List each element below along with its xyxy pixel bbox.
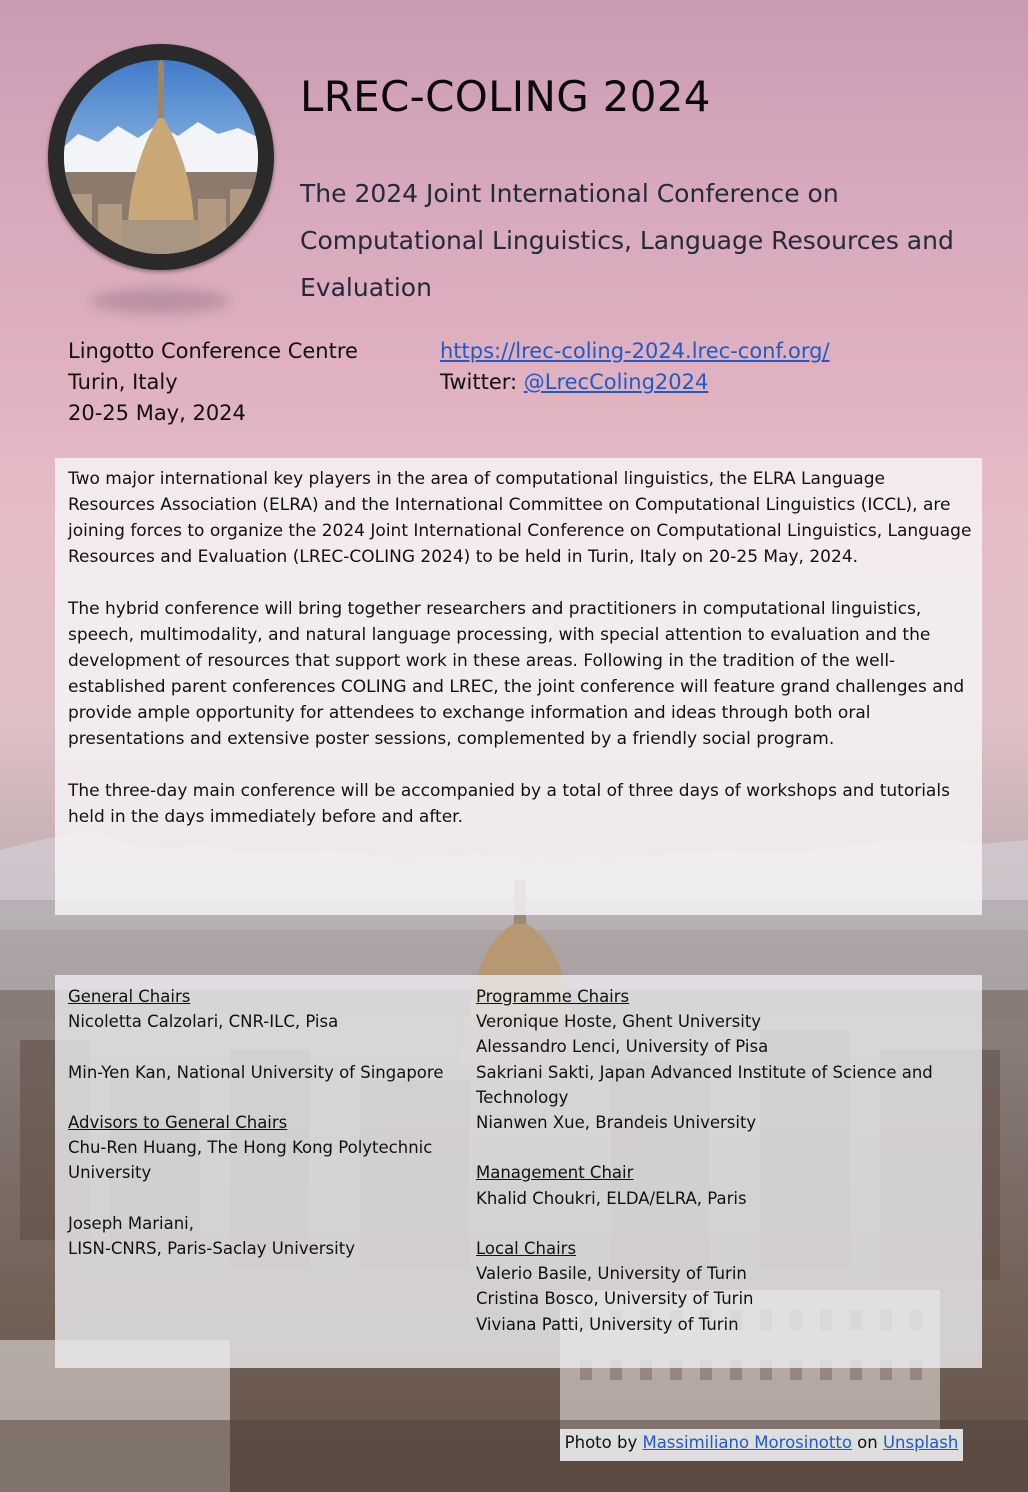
committee-right-column	[476, 984, 971, 1337]
conference-subtitle: The 2024 Joint International Conference on Computational Linguistics, Language Resources and Evaluation	[300, 179, 954, 302]
venue-name: Lingotto Conference Centre	[68, 339, 358, 363]
intro-paragraph-1: Two major international key players in the area of computational linguistics, the ELRA Language Resources Association (ELRA) and the International Committee on Computational Linguistics (ICCL), are joining forces to organize the 2024 Joint International Conference on Computational Linguistics, Language Resources and Evaluation (LREC-COLING 2024) to be held in Turin, Italy on 20-25 May, 2024.	[68, 469, 972, 567]
credit-middle: on	[851, 1433, 883, 1452]
twitter-label: Twitter:	[440, 370, 524, 394]
credit-prefix: Photo by	[564, 1433, 643, 1452]
photo-credit	[560, 1429, 963, 1461]
advisor-2-name: Joseph Mariani,	[68, 1213, 194, 1233]
general-chair-2: Min-Yen Kan, National University of Singapore	[68, 1062, 444, 1082]
programme-chairs-heading: Programme Chairs	[476, 987, 630, 1006]
intro-paragraph-2: The hybrid conference will bring together researchers and practitioners in computational linguistics, speech, multimodality, and natural language processing, with special attention to evaluation and the development of resources that support work in these areas. Following in the tradition of the well-established parent conferences COLING and LREC, the joint conference will feature grand challenges and provide ample opportunity for attendees to exchange information and ideas through both oral presentations and extensive poster sessions, complemented by a friendly social program.	[68, 599, 965, 749]
venue-dates: 20-25 May, 2024	[68, 401, 246, 425]
general-chairs-heading: General Chairs	[68, 987, 191, 1006]
website-link[interactable]: https://lrec-coling-2024.lrec-conf.org/	[440, 339, 830, 363]
photographer-link[interactable]: Massimiliano Morosinotto	[642, 1433, 852, 1452]
programme-chair-4: Nianwen Xue, Brandeis University	[476, 1113, 757, 1133]
logo-shadow	[90, 288, 230, 314]
twitter-link[interactable]: @LrecColing2024	[523, 370, 709, 394]
management-chair-heading: Management Chair	[476, 1163, 634, 1183]
intro-paragraph-3: The three-day main conference will be accompanied by a total of three days of workshops and tutorials held in the days immediately before and after.	[68, 781, 950, 827]
mole-antonelliana-image	[58, 54, 264, 260]
advisor-1: Chu-Ren Huang, The Hong Kong Polytechnic University	[68, 1138, 433, 1183]
programme-chair-2: Alessandro Lenci, University of Pisa	[476, 1037, 769, 1057]
conference-links	[440, 336, 830, 398]
unsplash-link[interactable]: Unsplash	[882, 1433, 959, 1452]
mole-antonelliana-logo	[48, 44, 274, 270]
advisor-2-affiliation: LISN-CNRS, Paris-Saclay University	[68, 1238, 355, 1258]
programme-chair-1: Veronique Hoste, Ghent University	[476, 1012, 762, 1032]
venue-info	[68, 336, 358, 429]
local-chair-3: Viviana Patti, University of Turin	[476, 1314, 739, 1334]
intro-text-box	[55, 458, 982, 915]
organizing-committee-box	[55, 975, 982, 1368]
management-chair-1: Khalid Choukri, ELDA/ELRA, Paris	[476, 1188, 747, 1208]
venue-city: Turin, Italy	[68, 370, 178, 394]
conference-title: LREC-COLING 2024	[300, 72, 711, 121]
general-chair-1: Nicoletta Calzolari, CNR-ILC, Pisa	[68, 1012, 339, 1032]
committee-left-column	[68, 984, 468, 1261]
advisors-heading: Advisors to General Chairs	[68, 1112, 288, 1132]
local-chair-1: Valerio Basile, University of Turin	[476, 1264, 747, 1284]
local-chairs-heading: Local Chairs	[476, 1239, 577, 1258]
programme-chair-3: Sakriani Sakti, Japan Advanced Institute of Science and Technology	[476, 1062, 933, 1107]
local-chair-2: Cristina Bosco, University of Turin	[476, 1289, 754, 1309]
